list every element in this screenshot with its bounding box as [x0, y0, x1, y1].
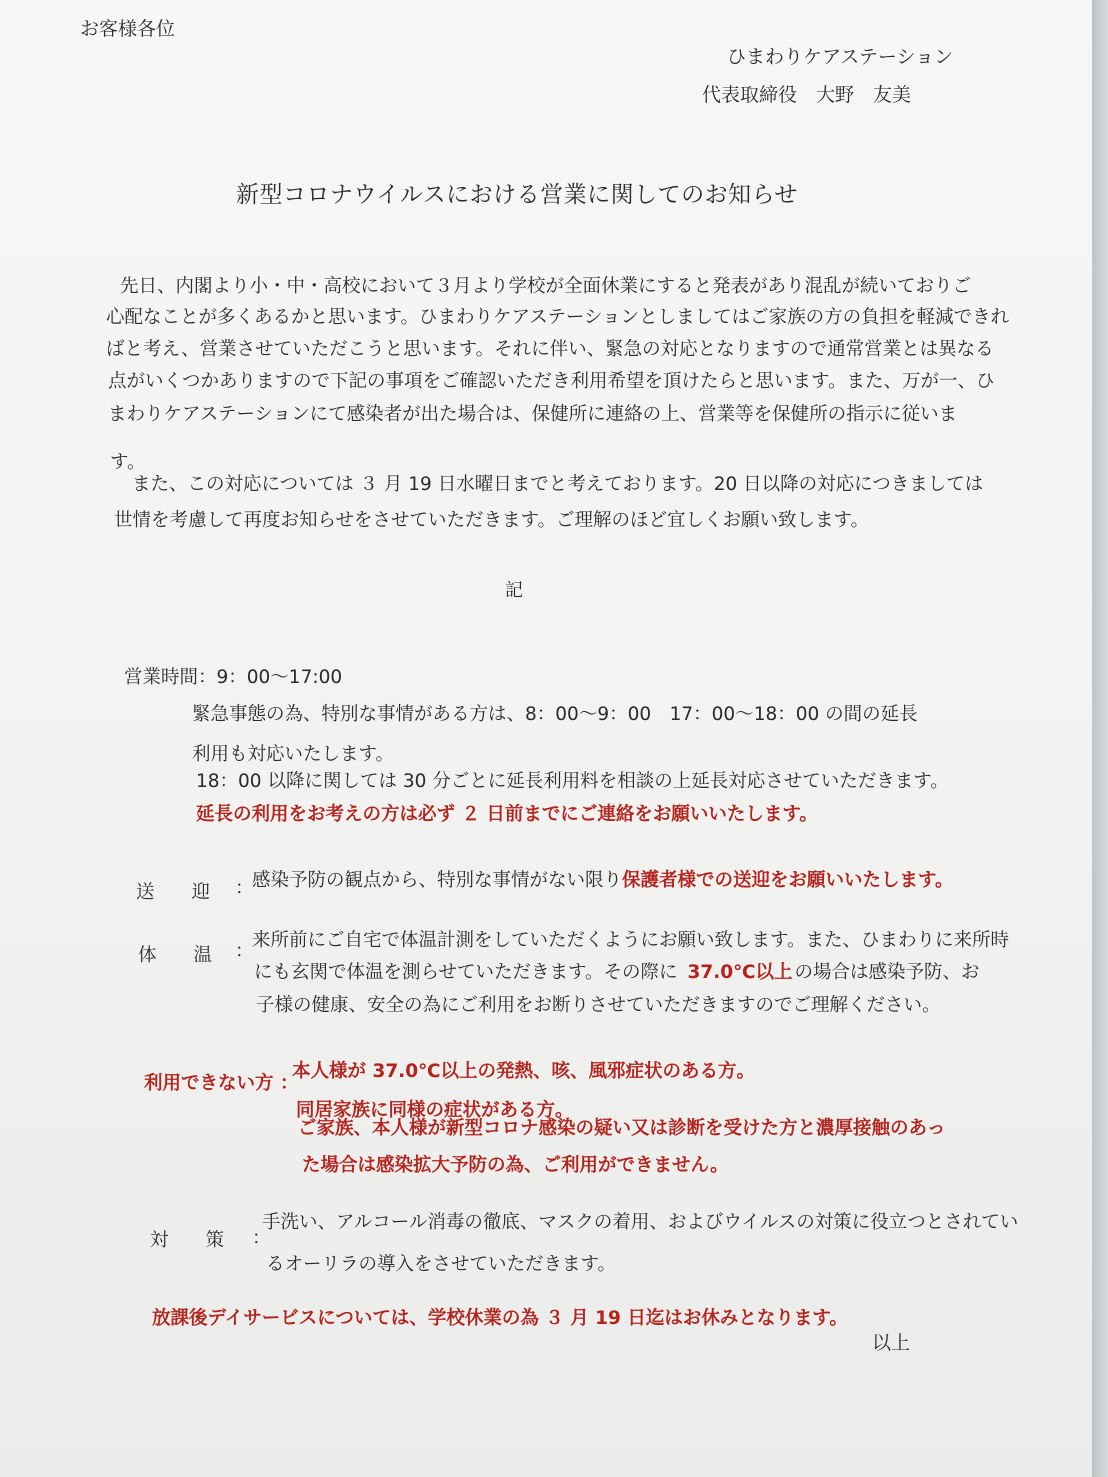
transport-label: 送 迎 [136, 882, 211, 903]
transport-text-plain: 感染予防の観点から、特別な事情がない限り [252, 870, 623, 891]
page-title: 新型コロナウイルスにおける営業に関してのお知らせ [236, 182, 798, 208]
temperature-line [254, 958, 980, 984]
temperature-line2-post: の場合は感染予防、お [794, 962, 980, 983]
hours-line: 緊急事態の為、特別な事情がある方は、8：00～9：00 17：00～18：00 の間の延長 [192, 704, 918, 725]
intro-line: また、この対応については ３ 月 19 日水曜日までと考えております。20 日以降の対応につきましては [132, 474, 984, 495]
hours-label: 営業時間：9：00～17:00 [124, 667, 343, 688]
hours-line: 18：00 以降に関しては 30 分ごとに延長利用料を相談の上延長対応させていただきます。 [196, 771, 949, 792]
intro-line: す。 [110, 452, 146, 473]
sender-rep: 代表取締役 大野 友美 [702, 84, 912, 106]
intro-line: 点がいくつかありますので下記の事項をご確認いただき利用希望を頂けたらと思います。また、万が一、ひ [108, 371, 995, 392]
wall-edge [1092, 0, 1108, 1477]
hours-line: 利用も対応いたします。 [192, 744, 395, 765]
temperature-line: 来所前にご自宅で体温計測をしていただくようにお願い致します。また、ひまわりに来所時 [252, 930, 1010, 951]
closing: 以上 [872, 1332, 911, 1354]
restriction-item: 同居家族に同様の症状がある方。 [296, 1100, 574, 1121]
transport-emphasis: 保護者様での送迎をお願いいたします。 [622, 870, 954, 891]
restrictions-label: 利用できない方 ： [144, 1073, 299, 1094]
temperature-threshold: 37.0℃以上 [687, 962, 793, 983]
restriction-item: 本人様が 37.0℃以上の発熱、咳、風邪症状のある方。 [292, 1061, 755, 1082]
restriction-item: た場合は感染拡大予防の為、ご利用ができません。 [302, 1155, 729, 1176]
addressee: お客様各位 [80, 18, 176, 40]
measures-line: るオーリラの導入をさせていただきます。 [266, 1254, 617, 1275]
temperature-colon: ： [235, 941, 254, 962]
hours-notice: 延長の利用をお考えの方は必ず ２ 日前までにご連絡をお願いいたします。 [196, 804, 818, 825]
intro-line: 世情を考慮して再度お知らせをさせていただきます。ご理解のほど宜しくお願い致します。 [114, 510, 869, 531]
restriction-item: ご家族、本人様が新型コロナ感染の疑い又は診断を受けた方と濃厚接触のあっ [298, 1118, 946, 1139]
intro-line: まわりケアステーションにて感染者が出た場合は、保健所に連絡の上、営業等を保健所の指示に従いま [108, 404, 958, 425]
measures-colon: ： [252, 1228, 271, 1249]
intro-line: 先日、内閣より小・中・高校において３月より学校が全面休業にすると発表があり混乱が続いておりご [120, 276, 972, 297]
after-school-notice: 放課後デイサービスについては、学校休業の為 ３ 月 19 日迄はお休みとなります。 [152, 1308, 848, 1329]
temperature-line: 子様の健康、安全の為にご利用をお断りさせていただきますのでご理解ください。 [256, 995, 941, 1016]
ki-marker: 記 [505, 580, 523, 601]
measures-label: 対 策 [150, 1230, 225, 1251]
intro-line: ばと考え、営業させていただこうと思います。それに伴い、緊急の対応となりますので通常営業とは異なる [106, 339, 994, 360]
transport-colon: ： [235, 878, 254, 899]
temperature-label: 体 温 [138, 945, 213, 966]
measures-line: 手洗い、アルコール消毒の徹底、マスクの着用、およびウイルスの対策に役立つとされてい [262, 1212, 1019, 1233]
temperature-line2-pre: にも玄関で体温を測らせていただきます。その際に [254, 962, 678, 983]
sender-org: ひまわりケアステーション [727, 46, 954, 68]
intro-line: 心配なことが多くあるかと思います。ひまわりケアステーションとしましてはご家族の方の負担を軽減できれ [106, 307, 1010, 328]
transport-text [252, 866, 954, 892]
